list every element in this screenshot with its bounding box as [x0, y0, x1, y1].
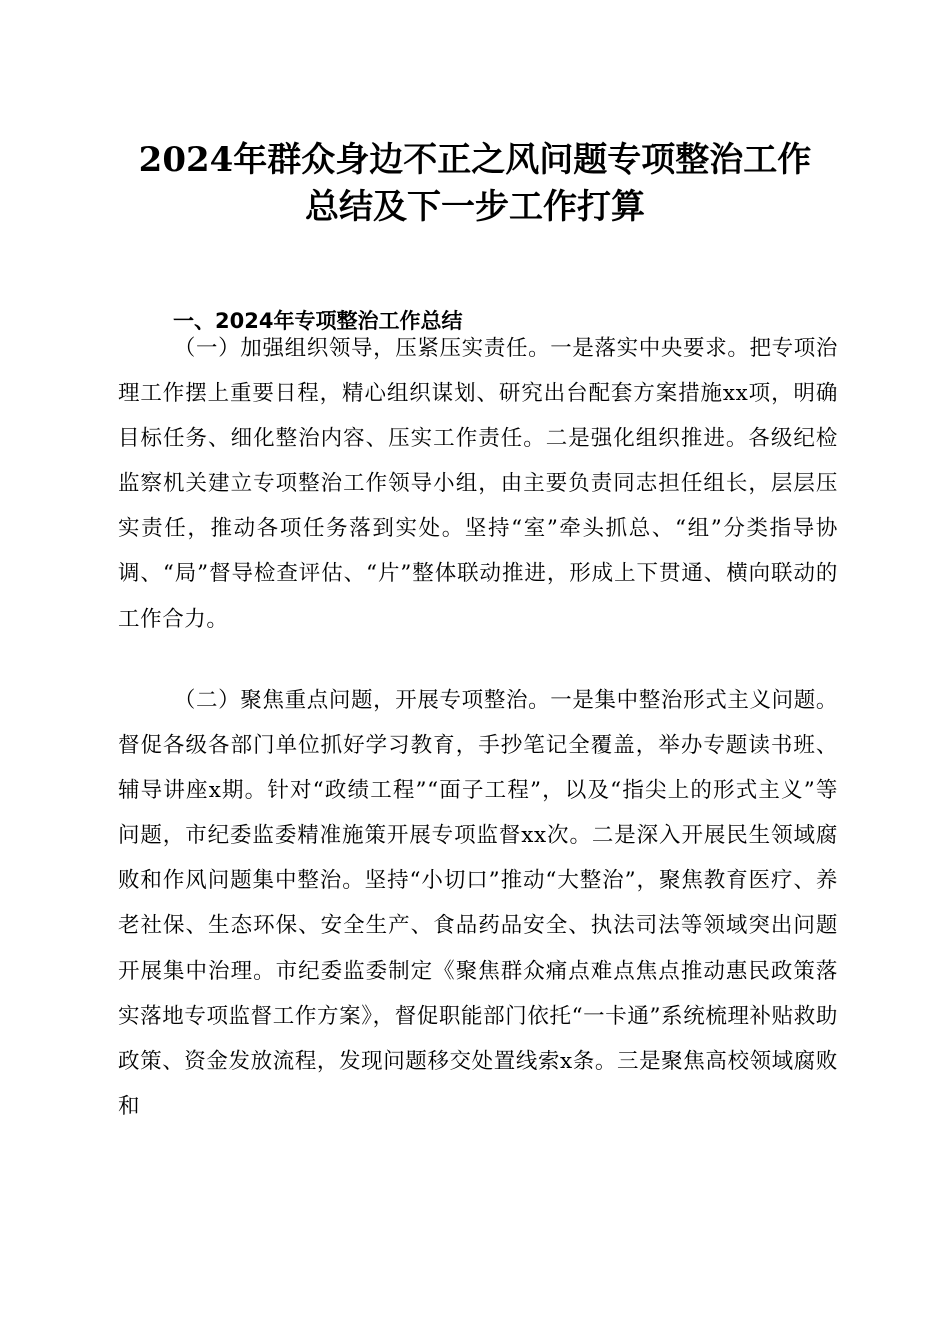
document-title-line-1: 2024年群众身边不正之风问题专项整治工作: [138, 140, 812, 180]
document-title-line-2: 总结及下一步工作打算: [305, 187, 645, 227]
paragraph-special-rectification: （二）聚焦重点问题，开展专项整治。一是集中整治形式主义问题。督促各级各部门单位抓好学习教育，手抄笔记全覆盖，举办专题读书班、辅导讲座x期。针对“政绩工程”“面子工程”，以及“指尖上的形式主义”等问题，市纪委监委精准施策开展专项监督xx次。二是深入开展民生领域腐败和作风问题集中整治。坚持“小切口”推动“大整治”，聚焦教育医疗、养老社保、生态环保、安全生产、食品药品安全、执法司法等领域突出问题开展集中治理。市纪委监委制定《聚焦群众痛点难点焦点推动惠民政策落实落地专项监督工作方案》，督促职能部门依托“一卡通”系统梳理补贴救助政策、资金发放流程，发现问题移交处置线索x条。三是聚焦高校领域腐败和: [118, 688, 838, 1119]
section-heading-work-summary: 一、2024年专项整治工作总结: [173, 309, 463, 333]
paragraph-organization-leadership: （一）加强组织领导，压紧压实责任。一是落实中央要求。把专项治理工作摆上重要日程，精心组织谋划、研究出台配套方案措施xx项，明确目标任务、细化整治内容、压实工作责任。二是强化组织推进。各级纪检监察机关建立专项整治工作领导小组，由主要负责同志担任组长，层层压实责任，推动各项任务落到实处。坚持“室”牵头抓总、“组”分类指导协调、“局”督导检查评估、“片”整体联动推进，形成上下贯通、横向联动的工作合力。: [118, 336, 838, 632]
